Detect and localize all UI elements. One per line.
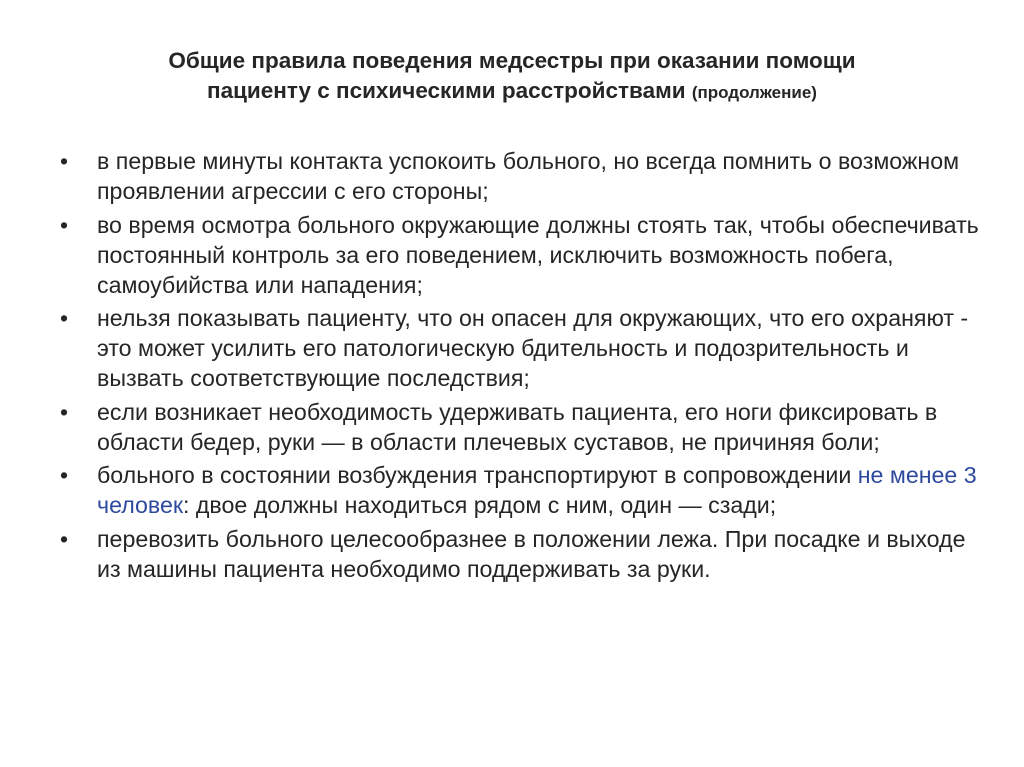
bullet-marker: • [60,525,69,552]
bullet-marker: • [60,462,69,488]
bullet-marker: • [60,305,69,331]
title-suffix: (продолжение) [691,83,817,102]
bullet-marker: • [60,148,69,174]
highlighted-text: не менее 3 человек [97,462,977,518]
title-line-1: Общие правила поведения медсестры при оказании помощи [168,48,856,73]
title-line-2: пациенту с психическими расстройствами [207,78,686,103]
list-item [60,524,990,584]
slide-title [60,46,964,108]
list-item [60,210,990,300]
bullet-marker: • [60,211,69,238]
list-item-text: в первые минуты контакта успокоить больного, но всегда помнить о возможном проявлении агрессии с его стороны; [97,148,960,204]
list-item-text: нельзя показывать пациенту, что он опасен для окружающих, что его охраняют - это может усилить его патологическую бдительность и подозрительность и вызвать соответствующие последствия; [97,305,969,391]
list-item-text: если возникает необходимость удерживать пациента, его ноги фиксировать в области бедер, руки — в области плечевых суставов, не причиняя боли; [97,398,938,455]
bullet-marker: • [60,398,69,425]
list-item [60,460,990,520]
list-item [60,397,990,457]
list-item-text-after: : двое должны находиться рядом с ним, один — сзади; [183,492,777,518]
list-item [60,146,990,206]
bullet-list [60,146,990,587]
list-item-text: перевозить больного целесообразнее в положении лежа. При посадке и выходе из машины пациента необходимо поддерживать за руки. [97,525,966,582]
list-item-text-before: больного в состоянии возбуждения транспортируют в сопровождении [97,462,858,488]
list-item [60,303,990,393]
list-item-text: во время осмотра больного окружающие должны стоять так, чтобы обеспечивать постоянный контроль за его поведением, исключить возможность побега, самоубийства или нападения; [97,211,979,298]
